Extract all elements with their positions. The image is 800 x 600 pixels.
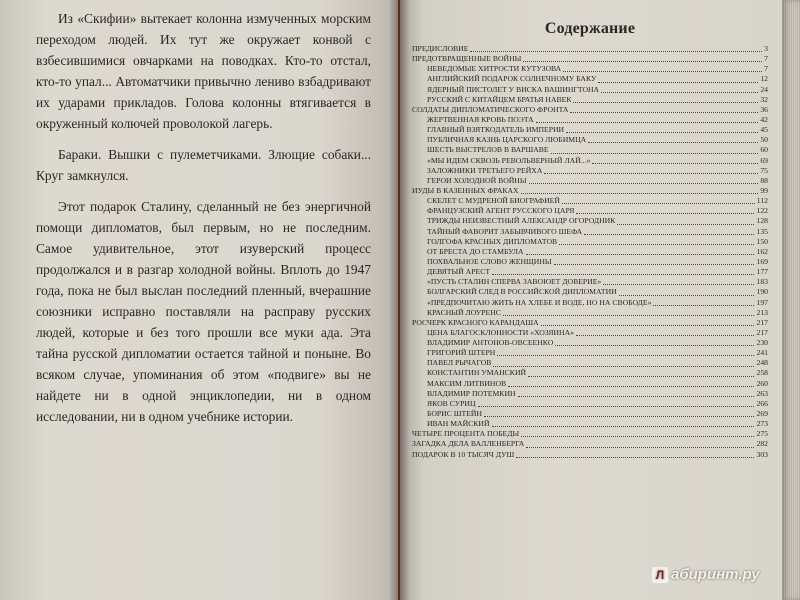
toc-entry (412, 145, 768, 155)
toc-page-number: 197 (756, 297, 768, 307)
toc-entry (412, 44, 768, 54)
toc-entry (412, 399, 768, 409)
toc-entry (412, 186, 768, 196)
page-edges (782, 0, 800, 600)
toc-entry-title: «ПУСТЬ СТАЛИН СПЕРВА ЗАВОЮЕТ ДОВЕРИЕ» (427, 277, 602, 287)
toc-entry (412, 429, 768, 439)
toc-page-number: 266 (756, 398, 768, 408)
toc-entry-title: ПАВЕЛ РЫЧАГОВ (427, 358, 492, 368)
toc-leader-dots (526, 447, 754, 448)
toc-leader-dots (598, 82, 758, 83)
toc-leader-dots (551, 153, 759, 154)
toc-leader-dots (470, 51, 762, 52)
toc-page-number: 303 (756, 449, 768, 459)
toc-entry-title: ПОДАРОК В 10 ТЫСЯЧ ДУШ (412, 449, 515, 459)
labirint-watermark (652, 566, 760, 583)
toc-entry-title: ГЛАВНЫЙ ВЗЯТКОДАТЕЛЬ ИМПЕРИИ (427, 125, 565, 135)
toc-leader-dots (518, 396, 755, 397)
toc-leader-dots (521, 193, 759, 194)
toc-entry-title: НЕВЕДОМЫЕ ХИТРОСТИ КУТУЗОВА (427, 64, 562, 74)
toc-leader-dots (523, 61, 762, 62)
toc-entry-title: АНГЛИЙСКИЙ ПОДАРОК СОЛНЕЧНОМУ БАКУ (427, 74, 597, 84)
toc-page-number: 50 (760, 135, 768, 145)
toc-entry-title: РОСЧЕРК КРАСНОГО КАРАНДАША (412, 317, 539, 327)
toc-leader-dots (516, 457, 754, 458)
toc-entry-title: ТРИЖДЫ НЕИЗВЕСТНЫЙ АЛЕКСАНДР ОГОРОДНИК (427, 216, 616, 226)
toc-leader-dots (497, 355, 754, 356)
toc-leader-dots (576, 213, 754, 214)
toc-page-number: 213 (756, 307, 768, 317)
toc-entry (412, 287, 768, 297)
toc-page-number: 7 (764, 54, 768, 64)
toc-leader-dots (478, 406, 755, 407)
toc-entry-title: ПОХВАЛЬНОЕ СЛОВО ЖЕНЩИНЫ (427, 256, 552, 266)
toc-entry (412, 227, 768, 237)
toc-leader-dots (493, 366, 754, 367)
toc-entry-title: КОНСТАНТИН УМАНСКИЙ (427, 368, 527, 378)
toc-entry (412, 308, 768, 318)
toc-leader-dots (570, 112, 758, 113)
toc-leader-dots (617, 224, 754, 225)
toc-entry (412, 135, 768, 145)
toc-entry (412, 64, 768, 74)
toc-entry (412, 267, 768, 277)
toc-leader-dots (576, 335, 755, 336)
toc-entry (412, 176, 768, 186)
toc-entry-title: ЦЕНА БЛАГОСКЛОННОСТИ «ХОЗЯИНА» (427, 327, 574, 337)
toc-page-number: 190 (756, 287, 768, 297)
toc-entry (412, 379, 768, 389)
toc-entry (412, 318, 768, 328)
toc-page-number: 12 (760, 74, 768, 84)
toc-page-number: 162 (756, 246, 768, 256)
toc-leader-dots (573, 102, 758, 103)
toc-list (412, 44, 768, 460)
toc-page-number: 217 (756, 327, 768, 337)
toc-entry (412, 247, 768, 257)
toc-entry-title: ГОЛГОФА КРАСНЫХ ДИПЛОМАТОВ (427, 236, 558, 246)
toc-entry-title: РУССКИЙ С КИТАЙЦЕМ БРАТЬЯ НАВЕК (427, 94, 572, 104)
toc-leader-dots (566, 132, 758, 133)
toc-leader-dots (492, 274, 754, 275)
toc-entry-title: ЖЕРТВЕННАЯ КРОВЬ ПОЭТА (427, 114, 534, 124)
toc-entry (412, 125, 768, 135)
toc-leader-dots (563, 71, 762, 72)
toc-entry-title: БОРИС ШТЕЙН (427, 409, 483, 419)
toc-leader-dots (541, 325, 755, 326)
toc-entry (412, 348, 768, 358)
toc-entry-title: ПУБЛИЧНАЯ КАЗНЬ ЦАРСКОГО ЛЮБИМЦА (427, 135, 587, 145)
toc-entry-title: ГЕРОИ ХОЛОДНОЙ ВОЙНЫ (427, 175, 527, 185)
toc-entry (412, 409, 768, 419)
toc-entry (412, 419, 768, 429)
toc-page-number: 69 (760, 155, 768, 165)
toc-entry (412, 338, 768, 348)
toc-entry (412, 95, 768, 105)
toc-entry-title: ДЕВЯТЫЙ АРЕСТ (427, 267, 491, 277)
toc-entry (412, 257, 768, 267)
toc-entry-title: ЯКОВ СУРИЦ (427, 398, 476, 408)
toc-leader-dots (484, 416, 754, 417)
toc-entry (412, 369, 768, 379)
toc-entry-title: ОТ БРЕСТА ДО СТАМБУЛА (427, 246, 524, 256)
watermark-text: абиринт.ру (671, 566, 760, 583)
toc-leader-dots (492, 426, 755, 427)
toc-leader-dots (536, 122, 759, 123)
toc-page-number: 248 (756, 358, 768, 368)
toc-entry-title: ИВАН МАЙСКИЙ (427, 419, 490, 429)
toc-page-number: 7 (764, 64, 768, 74)
toc-entry (412, 450, 768, 460)
toc-page-number: 36 (760, 104, 768, 114)
toc-page-number: 282 (756, 439, 768, 449)
toc-entry-title: ЗАЛОЖНИКИ ТРЕТЬЕГО РЕЙХА (427, 165, 543, 175)
toc-entry (412, 328, 768, 338)
toc-page-number: 177 (756, 267, 768, 277)
toc-entry-title: ВЛАДИМИР ПОТЕМКИН (427, 388, 516, 398)
toc-entry (412, 85, 768, 95)
toc-leader-dots (603, 284, 754, 285)
toc-entry (412, 277, 768, 287)
toc-leader-dots (526, 254, 755, 255)
toc-page-number: 263 (756, 388, 768, 398)
toc-entry-title: ШЕСТЬ ВЫСТРЕЛОВ В ВАРШАВЕ (427, 145, 549, 155)
toc-page-number: 112 (756, 196, 768, 206)
toc-entry (412, 389, 768, 399)
toc-leader-dots (555, 345, 754, 346)
toc-page-number: 24 (760, 84, 768, 94)
toc-entry-title: МАКСИМ ЛИТВИНОВ (427, 378, 507, 388)
toc-page-number: 273 (756, 419, 768, 429)
toc-entry-title: ПРЕДОТВРАЩЕННЫЕ ВОЙНЫ (412, 54, 522, 64)
toc-leader-dots (554, 264, 755, 265)
toc-page-number: 169 (756, 256, 768, 266)
book-gutter (388, 0, 410, 600)
toc-entry (412, 115, 768, 125)
toc-entry-title: КРАСНЫЙ ЛОУРЕНС (427, 307, 501, 317)
toc-entry-title: ПРЕДИСЛОВИЕ (412, 43, 469, 53)
toc-entry-title: ВЛАДИМИР АНТОНОВ-ОВСЕЕНКО (427, 338, 554, 348)
toc-leader-dots (503, 315, 755, 316)
paragraph: Бараки. Вышки с пулеметчиками. Злющие собаки... Круг замкнулся. (36, 147, 371, 183)
toc-entry-title: СОЛДАТЫ ДИПЛОМАТИЧЕСКОГО ФРОНТА (412, 104, 569, 114)
body-text (36, 8, 371, 427)
toc-page-number: 99 (760, 185, 768, 195)
labirint-logo-icon: Л (652, 567, 668, 583)
toc-page-number: 230 (756, 338, 768, 348)
toc-entry-title: ТАЙНЫЙ ФАВОРИТ ЗАБЫВЧИВОГО ШЕФА (427, 226, 583, 236)
toc-page-number: 3 (764, 43, 768, 53)
toc-entry-title: ЯДЕРНЫЙ ПИСТОЛЕТ У ВИСКА ВАШИНГТОНА (427, 84, 600, 94)
toc-leader-dots (588, 142, 758, 143)
toc-page-number: 42 (760, 114, 768, 124)
toc-entry-title: ФРАНЦУЗСКИЙ АГЕНТ РУССКОГО ЦАРЯ (427, 206, 575, 216)
toc-leader-dots (601, 92, 758, 93)
toc-leader-dots (592, 163, 758, 164)
toc-page-number: 241 (756, 348, 768, 358)
toc-leader-dots (508, 386, 754, 387)
toc-entry (412, 298, 768, 308)
toc-entry (412, 439, 768, 449)
paragraph: Из «Скифии» вытекает колонна измученных морским переходом людей. Их тут же окружает конвой с взбесившимися овчарками на поводках. Кто-то отстал, кто-то упал... Автоматчики привычно лениво взбадривают их ударами прикладов. Голова колонны втягивается в окруженный колючей проволокой лагерь. (36, 11, 371, 131)
toc-leader-dots (562, 203, 755, 204)
toc-leader-dots (521, 436, 754, 437)
toc-page-number: 88 (760, 175, 768, 185)
toc-page-number: 269 (756, 409, 768, 419)
toc-entry (412, 166, 768, 176)
toc-page-number: 258 (756, 368, 768, 378)
toc-leader-dots (544, 173, 758, 174)
toc-title: Содержание (544, 20, 636, 37)
toc-page-number: 75 (760, 165, 768, 175)
toc-entry-title: ГРИГОРИЙ ШТЕРН (427, 348, 496, 358)
paragraph: Этот подарок Сталину, сделанный не без энергичной помощи дипломатов, был первым, но не последним. Самое удивительное, этот изуверский процесс продолжался и в разгар холодной войны. Вплоть до 1947 года, пока не был выслан последний пленный, вчерашние союзники исправно поставляли на расправу русских людей, которые и без того прошли все муки ада. Эта тайна русской дипломатии остается тайной и поныне. Во всяком случае, упоминания об этом «подвиге» вы не найдете ни в одной энциклопедии, ни в одном исследовании, ни в одном учебнике истории. (36, 199, 371, 424)
toc-page-number: 150 (756, 236, 768, 246)
toc-entry (412, 206, 768, 216)
toc-page-number: 275 (756, 429, 768, 439)
toc-page-number: 217 (756, 317, 768, 327)
toc-entry (412, 358, 768, 368)
table-of-contents (412, 14, 768, 460)
toc-page-number: 260 (756, 378, 768, 388)
toc-entry (412, 216, 768, 226)
toc-page-number: 183 (756, 277, 768, 287)
toc-entry-title: СКЕЛЕТ С МУДРЕНОЙ БИОГРАФИЕЙ (427, 196, 560, 206)
toc-leader-dots (529, 183, 759, 184)
toc-leader-dots (584, 234, 754, 235)
toc-page-number: 122 (756, 206, 768, 216)
toc-page-number: 128 (756, 216, 768, 226)
toc-leader-dots (653, 305, 754, 306)
toc-entry-title: БОЛГАРСКИЙ СЛЕД В РОССИЙСКОЙ ДИПЛОМАТИИ (427, 287, 617, 297)
toc-leader-dots (619, 295, 755, 296)
toc-leader-dots (559, 244, 754, 245)
toc-page-number: 32 (760, 94, 768, 104)
toc-page-number: 60 (760, 145, 768, 155)
toc-entry (412, 105, 768, 115)
toc-entry-title: ЧЕТЫРЕ ПРОЦЕНТА ПОБЕДЫ (412, 429, 520, 439)
toc-entry-title: ЗАГАДКА ДЕЛА ВАЛЛЕНБЕРГА (412, 439, 525, 449)
left-page (0, 0, 398, 600)
toc-leader-dots (528, 376, 754, 377)
toc-entry (412, 156, 768, 166)
toc-entry-title: «МЫ ИДЕМ СКВОЗЬ РЕВОЛЬВЕРНЫЙ ЛАЙ...» (427, 155, 591, 165)
toc-entry (412, 196, 768, 206)
toc-page-number: 135 (756, 226, 768, 236)
toc-entry (412, 54, 768, 64)
toc-entry-title: «ПРЕДПОЧИТАЮ ЖИТЬ НА ХЛЕБЕ И ВОДЕ, НО НА СВОБОДЕ» (427, 297, 652, 307)
toc-entry-title: ИУДЫ В КАЗЕННЫХ ФРАКАХ (412, 185, 519, 195)
toc-entry (412, 74, 768, 84)
toc-entry (412, 237, 768, 247)
toc-page-number: 45 (760, 125, 768, 135)
